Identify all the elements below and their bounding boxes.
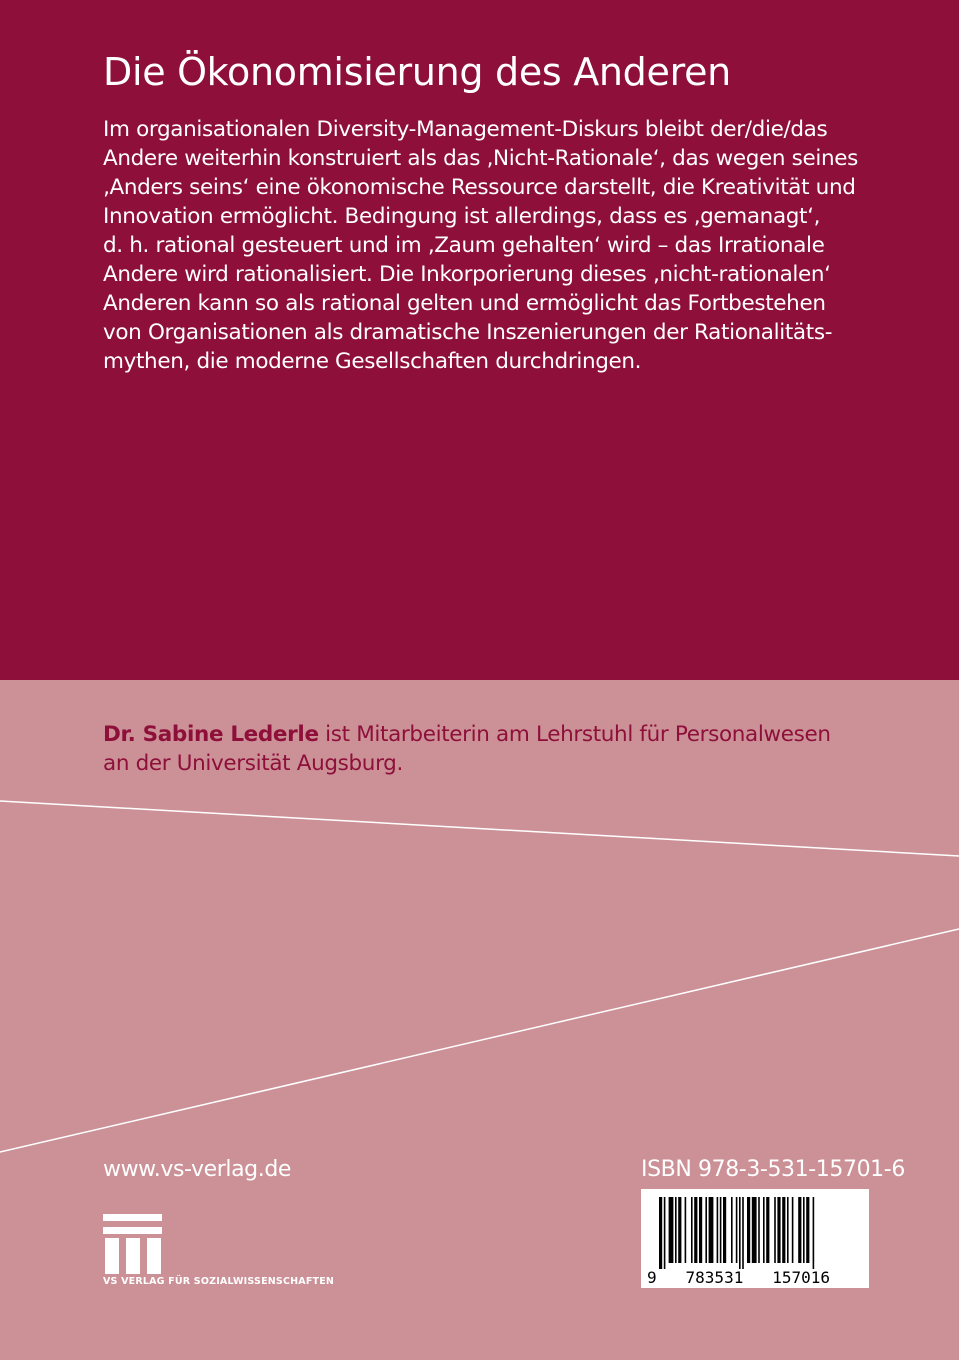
barcode-bar — [694, 1197, 697, 1263]
barcode-bar — [659, 1197, 662, 1269]
blurb-line: ‚Anders seins‘ eine ökonomische Ressource darstellt, die Kreativität und — [103, 175, 856, 200]
barcode-bar — [787, 1197, 789, 1263]
barcode-digits: 9 783531 157016 — [647, 1268, 831, 1287]
barcode-bar — [664, 1197, 666, 1269]
barcode-bar — [813, 1197, 815, 1269]
barcode-bar — [720, 1197, 722, 1263]
barcode-bar — [774, 1197, 776, 1263]
publisher-name: VS VERLAG FÜR SOZIALWISSENSCHAFTEN — [103, 1276, 335, 1287]
blurb-line: von Organisationen als dramatische Inszenierungen der Rationalitäts- — [103, 320, 833, 345]
vs-verlag-logo-icon — [103, 1214, 173, 1274]
author-bio — [103, 720, 923, 778]
barcode-bar — [747, 1197, 750, 1263]
blurb-line: Andere weiterhin konstruiert als das ‚Nicht-Rationale‘, das wegen seines — [103, 146, 859, 171]
barcode-icon — [641, 1189, 869, 1288]
barcode-bar — [758, 1197, 760, 1263]
barcode-bar — [705, 1197, 707, 1263]
barcode-bar — [736, 1197, 738, 1263]
blurb-line: Innovation ermöglicht. Bedingung ist allerdings, dass es ‚gemanagt‘, — [103, 204, 821, 229]
barcode-bar — [752, 1197, 757, 1263]
barcode-bar — [675, 1197, 677, 1263]
barcode-bar — [685, 1197, 687, 1263]
book-blurb — [103, 115, 903, 376]
author-bio-line: an der Universität Augsburg. — [103, 751, 403, 776]
barcode-bar — [717, 1197, 719, 1263]
barcode-bar — [731, 1197, 733, 1263]
author-bio-line — [103, 720, 923, 749]
blurb-line: Anderen kann so als rational gelten und ermöglicht das Fortbestehen — [103, 291, 826, 316]
blurb-line: Im organisationalen Diversity-Management-Diskurs bleibt der/die/das — [103, 117, 828, 142]
barcode-bar — [806, 1197, 809, 1263]
isbn-number: ISBN 978-3-531-15701-6 — [641, 1157, 905, 1182]
blurb-line: d. h. rational gesteuert und im ‚Zaum gehalten‘ wird – das Irrationale — [103, 233, 825, 258]
barcode-bar — [669, 1197, 674, 1263]
barcode-bar — [792, 1197, 794, 1263]
barcode-bar — [766, 1197, 769, 1263]
author-name: Dr. Sabine Lederle — [103, 722, 319, 747]
decorative-line — [0, 929, 959, 1152]
publisher-website[interactable]: www.vs-verlag.de — [103, 1157, 292, 1182]
barcode-bar — [691, 1197, 693, 1263]
barcode-bar — [709, 1197, 714, 1263]
barcode-bar — [803, 1197, 805, 1263]
barcode-bar — [782, 1197, 785, 1263]
barcode-bar — [699, 1197, 702, 1263]
barcode-bar — [763, 1197, 765, 1263]
barcode-bar — [777, 1197, 780, 1263]
decorative-lines — [0, 780, 959, 1180]
book-title: Die Ökonomisierung des Anderen — [103, 50, 731, 94]
decorative-line — [0, 801, 959, 856]
barcode-bar — [798, 1197, 801, 1263]
barcode — [641, 1189, 869, 1288]
barcode-bar — [742, 1197, 744, 1269]
barcode-bar — [739, 1197, 741, 1269]
barcode-bar — [678, 1197, 681, 1263]
blurb-line: Andere wird rationalisiert. Die Inkorporierung dieses ‚nicht-rationalen‘ — [103, 262, 831, 287]
author-affiliation: ist Mitarbeiterin am Lehrstuhl für Personalwesen — [318, 722, 831, 747]
barcode-bar — [723, 1197, 726, 1263]
blurb-line: mythen, die moderne Gesellschaften durchdringen. — [103, 349, 642, 374]
